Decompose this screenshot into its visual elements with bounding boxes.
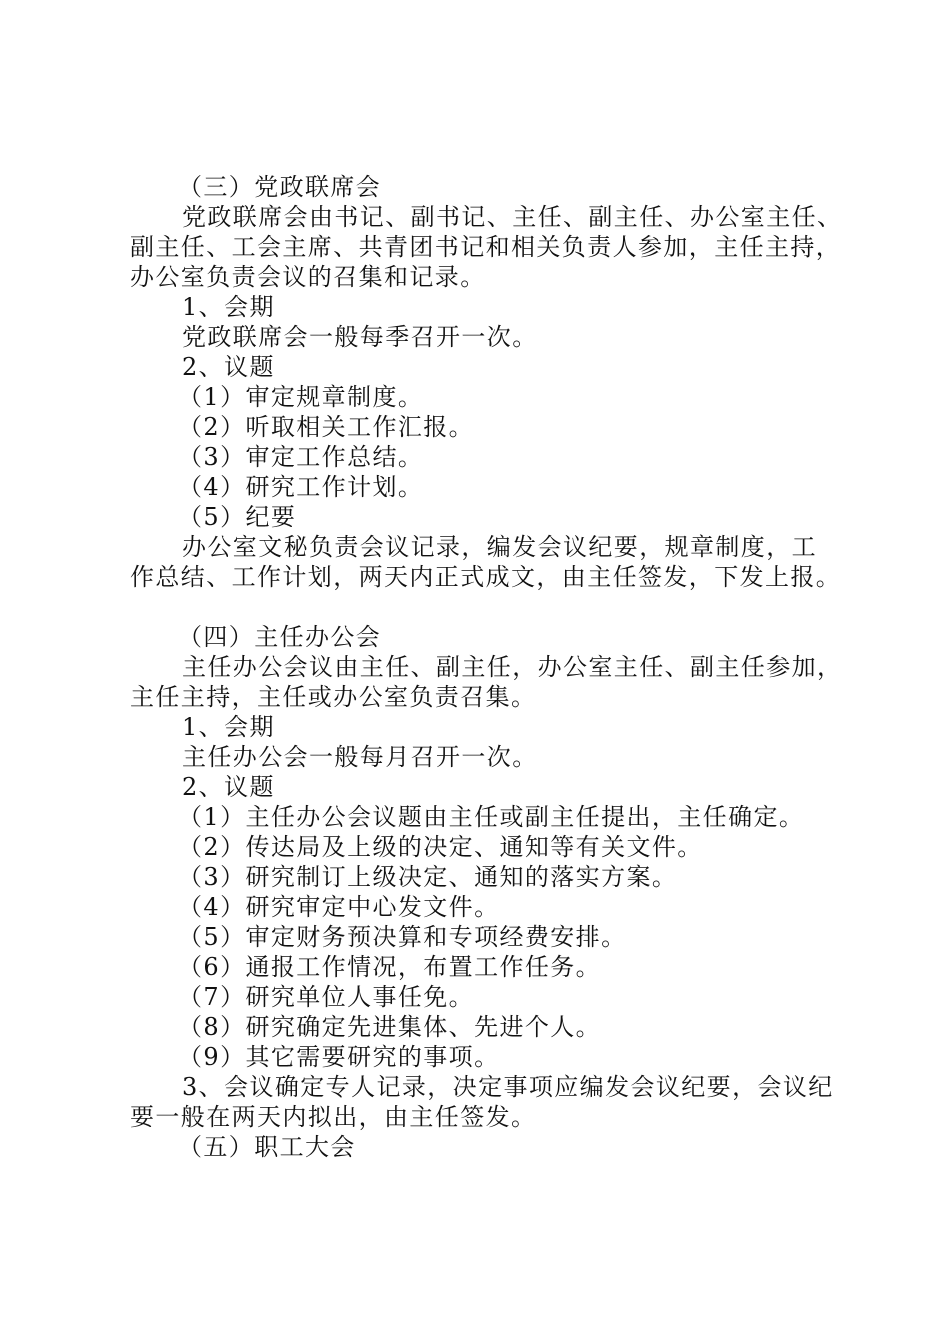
section-3-term-text: 党政联席会一般每季召开一次。 (182, 323, 538, 351)
section-4-topic-6: （6）通报工作情况，布置工作任务。 (178, 953, 602, 981)
section-3-intro-line-3: 办公室负责会议的召集和记录。 (130, 263, 486, 291)
section-4-topic-1: （1）主任办公会议题由主任或副主任提出，主任确定。 (178, 803, 805, 831)
section-4-topic-3: （3）研究制订上级决定、通知的落实方案。 (178, 863, 678, 891)
section-4-topic-2: （2）传达局及上级的决定、通知等有关文件。 (178, 833, 703, 861)
section-3-heading: （三）党政联席会 (178, 173, 382, 201)
section-3-topics-heading: 2、议题 (182, 353, 275, 381)
section-4-record-line-2: 要一般在两天内拟出，由主任签发。 (130, 1103, 537, 1131)
section-3-topic-4: （4）研究工作计划。 (178, 473, 424, 501)
section-3-summary-line-1: 办公室文秘负责会议记录，编发会议纪要，规章制度，工 (182, 533, 817, 561)
section-4-intro-line-1: 主任办公会议由主任、副主任，办公室主任、副主任参加， (182, 653, 843, 681)
section-4-intro-line-2: 主任主持，主任或办公室负责召集。 (130, 683, 537, 711)
section-4-term-heading: 1、会期 (182, 713, 275, 741)
section-4-heading: （四）主任办公会 (178, 623, 382, 651)
section-4-term-text: 主任办公会一般每月召开一次。 (182, 743, 538, 771)
section-4-topic-7: （7）研究单位人事任免。 (178, 983, 475, 1011)
document-body (130, 172, 850, 1162)
section-3-topic-5: （5）纪要 (178, 503, 297, 531)
section-3-summary-line-2: 作总结、工作计划，两天内正式成文，由主任签发，下发上报。 (130, 563, 842, 591)
section-4-topic-5: （5）审定财务预决算和专项经费安排。 (178, 923, 627, 951)
section-4-topic-4: （4）研究审定中心发文件。 (178, 893, 500, 921)
section-3-intro-line-2: 副主任、工会主席、共青团书记和相关负责人参加，主任主持， (130, 233, 842, 261)
section-3-topic-1: （1）审定规章制度。 (178, 383, 424, 411)
section-3-topic-2: （2）听取相关工作汇报。 (178, 413, 475, 441)
section-3-topic-3: （3）审定工作总结。 (178, 443, 424, 471)
section-4-topic-9: （9）其它需要研究的事项。 (178, 1043, 500, 1071)
section-4-topic-8: （8）研究确定先进集体、先进个人。 (178, 1013, 602, 1041)
section-3-intro-line-1: 党政联席会由书记、副书记、主任、副主任、办公室主任、 (182, 203, 843, 231)
section-3-term-heading: 1、会期 (182, 293, 275, 321)
section-5-heading: （五）职工大会 (178, 1133, 356, 1161)
section-4-topics-heading: 2、议题 (182, 773, 275, 801)
section-4-record-line-1: 3、会议确定专人记录，决定事项应编发会议纪要，会议纪 (182, 1073, 834, 1101)
paragraph-gap (130, 592, 850, 622)
